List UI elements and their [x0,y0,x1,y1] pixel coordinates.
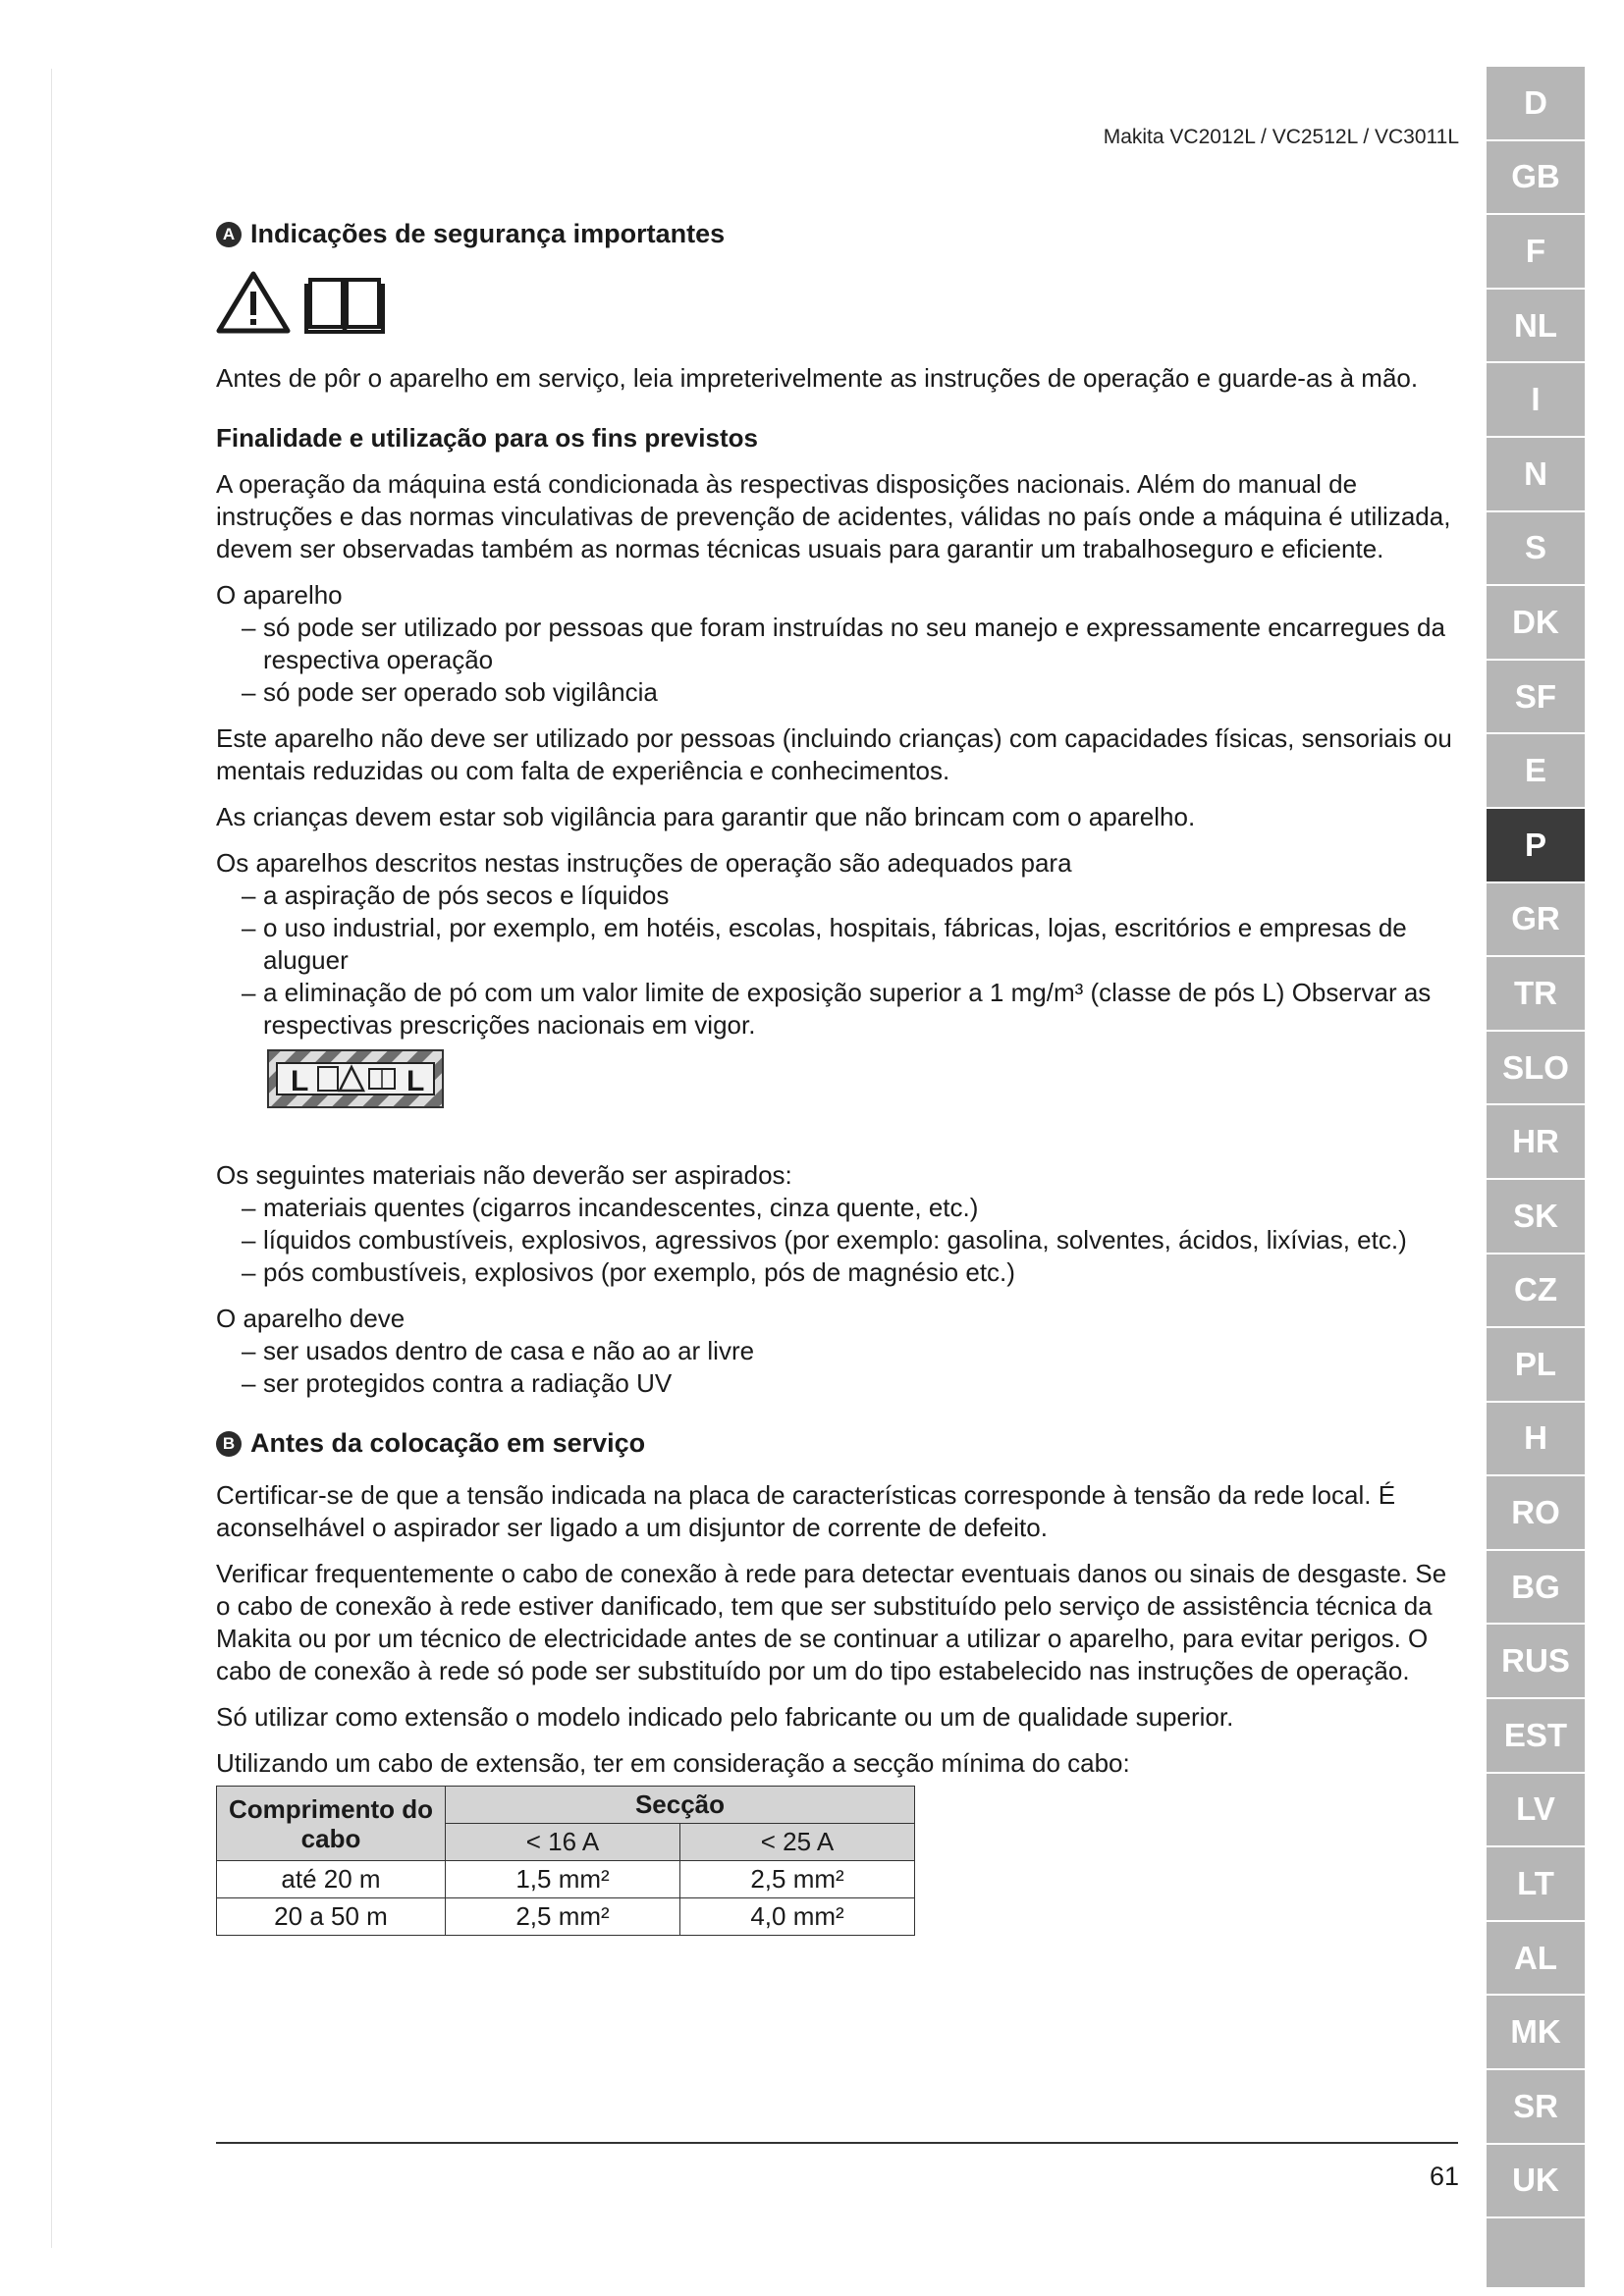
section-a-heading [216,218,1458,250]
suitable-lead: Os aparelhos descritos nestas instruções de operação são adequados para [216,848,1072,878]
section-b-heading [216,1427,1458,1460]
section-b-paragraph-3: Só utilizar como extensão o modelo indicado pelo fabricante ou um de qualidade superior. [216,1702,1234,1732]
list-item: – a eliminação de pó com um valor limite de exposição superior a 1 mg/m³ (classe de pós L) Observar as respectivas prescrições nacionais em vigor. [216,977,1458,1041]
section-b-paragraph-2: Verificar frequentemente o cabo de conexão à rede para detectar eventuais danos ou sinais de desgaste. Se o cabo de conexão à rede estiver danificado, tem que ser substituído pelo serviço de assistência técnica da Makita ou por um técnico de electricidade antes de se continuar a utilizar o aparelho, para evitar perigos. O cabo de conexão à rede só pode ser substituído por um do tipo estabelecido nas instruções de operação. [216,1559,1447,1685]
must-list [216,1335,1458,1400]
warning-triangle-icon [216,270,291,335]
tab-uk[interactable]: UK [1487,2145,1585,2219]
appliance-lead: O aparelho [216,580,343,610]
tab-dk[interactable]: DK [1487,586,1585,661]
tab-h[interactable]: H [1487,1403,1585,1477]
not-vacuum-list [216,1192,1458,1289]
section-a-badge: A [216,222,242,247]
table-header-25a: < 25 A [680,1824,915,1861]
section-a-title: Indicações de segurança importantes [250,219,726,248]
list-item: – materiais quentes (cigarros incandescentes, cinza quente, etc.) [216,1192,1458,1224]
table-cell: 2,5 mm² [446,1898,680,1936]
table-header-length: Comprimento do cabo [217,1787,446,1861]
list-item: – pós combustíveis, explosivos (por exemplo, pós de magnésio etc.) [216,1256,1458,1289]
tab-rus[interactable]: RUS [1487,1625,1585,1699]
section-b-badge: B [216,1431,242,1457]
section-b-title: Antes da colocação em serviço [250,1428,646,1458]
list-item: – líquidos combustíveis, explosivos, agressivos (por exemplo: gasolina, solventes, ácidos, lixívias, etc.) [216,1224,1458,1256]
manual-book-icon [304,270,385,335]
tab-mk[interactable]: MK [1487,1996,1585,2070]
tab-pl[interactable]: PL [1487,1328,1585,1403]
tab-p[interactable]: P [1487,809,1585,883]
safety-icons [216,270,1458,335]
footer-rule [216,2142,1458,2144]
purpose-heading: Finalidade e utilização para os fins previstos [216,423,758,453]
tab-sr[interactable]: SR [1487,2070,1585,2145]
table-row [217,1898,915,1936]
table-cell: 2,5 mm² [680,1861,915,1898]
tab-hr[interactable]: HR [1487,1105,1585,1180]
tab-al[interactable]: AL [1487,1922,1585,1997]
label-letter-left: L [291,1065,309,1097]
tab-nl[interactable]: NL [1487,290,1585,364]
tab-gr[interactable]: GR [1487,883,1585,958]
language-tabs [1487,67,1585,2287]
list-item: – ser usados dentro de casa e não ao ar livre [216,1335,1458,1367]
table-cell: até 20 m [217,1861,446,1898]
tab-cz[interactable]: CZ [1487,1255,1585,1329]
suitable-list [216,880,1458,1041]
section-a-intro: Antes de pôr o aparelho em serviço, leia impreterivelmente as instruções de operação e guarde-as à mão. [216,363,1419,393]
document-header: Makita VC2012L / VC2512L / VC3011L [1103,126,1459,148]
tab-n[interactable]: N [1487,438,1585,512]
table-cell: 20 a 50 m [217,1898,446,1936]
section-b-paragraph-4: Utilizando um cabo de extensão, ter em consideração a secção mínima do cabo: [216,1748,1130,1778]
sidebar-tail [1487,2218,1585,2287]
list-item: – o uso industrial, por exemplo, em hotéis, escolas, hospitais, fábricas, lojas, escritórios e empresas de aluguer [216,912,1458,977]
tab-tr[interactable]: TR [1487,957,1585,1032]
page-number: 61 [1429,2162,1459,2191]
tab-sf[interactable]: SF [1487,661,1585,735]
tab-f[interactable]: F [1487,215,1585,290]
cable-section-table [216,1786,915,1936]
dust-class-l-label [267,1049,1458,1116]
tab-lv[interactable]: LV [1487,1774,1585,1848]
tab-gb[interactable]: GB [1487,141,1585,216]
tab-bg[interactable]: BG [1487,1551,1585,1626]
table-cell: 4,0 mm² [680,1898,915,1936]
purpose-paragraph-3: As crianças devem estar sob vigilância para garantir que não brincam com o aparelho. [216,802,1196,831]
table-row [217,1861,915,1898]
section-b-paragraph-1: Certificar-se de que a tensão indicada na placa de características corresponde à tensão da rede local. É aconselhável o aspirador ser ligado a um disjuntor de corrente de defeito. [216,1480,1396,1542]
list-item: – só pode ser utilizado por pessoas que foram instruídas no seu manejo e expressamente encarregues da respectiva operação [216,612,1458,676]
main-content [216,218,1458,1936]
table-header-section: Secção [446,1787,915,1824]
tab-d[interactable]: D [1487,67,1585,141]
tab-s[interactable]: S [1487,512,1585,587]
purpose-paragraph-2: Este aparelho não deve ser utilizado por pessoas (incluindo crianças) com capacidades físicas, sensoriais ou mentais reduzidas ou com falta de experiência e conhecimentos. [216,723,1452,785]
tab-lt[interactable]: LT [1487,1847,1585,1922]
table-header-16a: < 16 A [446,1824,680,1861]
must-lead: O aparelho deve [216,1304,406,1333]
table-cell: 1,5 mm² [446,1861,680,1898]
list-item: – ser protegidos contra a radiação UV [216,1367,1458,1400]
label-letter-right: L [406,1065,425,1097]
page-edge-line [51,69,52,2248]
tab-ro[interactable]: RO [1487,1476,1585,1551]
list-item: – a aspiração de pós secos e líquidos [216,880,1458,912]
purpose-paragraph-1: A operação da máquina está condicionada às respectivas disposições nacionais. Além do manual de instruções e das normas vinculativas de prevenção de acidentes, válidas no país onde a máquina é utilizada, devem ser observadas também as normas técnicas usuais para garantir um trabalhoseguro e eficiente. [216,469,1451,563]
not-vacuum-lead: Os seguintes materiais não deverão ser aspirados: [216,1160,792,1190]
tab-est[interactable]: EST [1487,1699,1585,1774]
appliance-list [216,612,1458,709]
tab-e[interactable]: E [1487,734,1585,809]
tab-slo[interactable]: SLO [1487,1032,1585,1106]
tab-i[interactable]: I [1487,363,1585,438]
list-item: – só pode ser operado sob vigilância [216,676,1458,709]
tab-sk[interactable]: SK [1487,1180,1585,1255]
